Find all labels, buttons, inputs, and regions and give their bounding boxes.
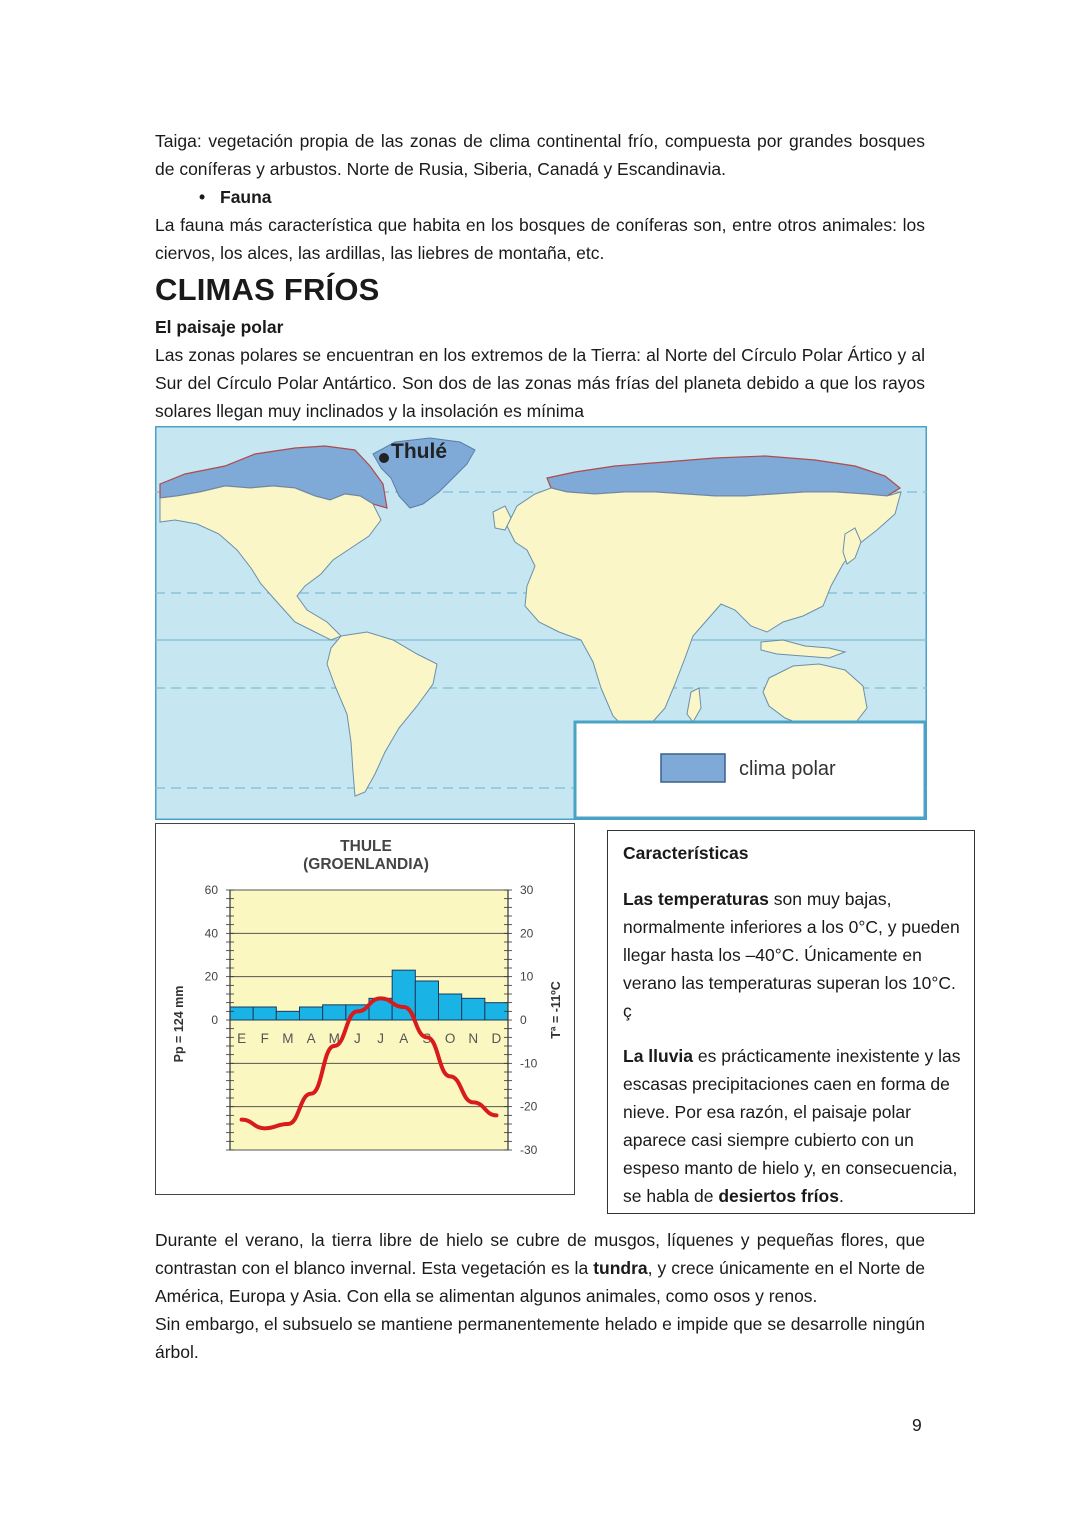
characteristics-box: [607, 830, 975, 1214]
legend-label: clima polar: [739, 758, 836, 780]
right-tick-label: -20: [520, 1099, 538, 1114]
left-tick-label: 0: [211, 1013, 218, 1027]
climograph-frame: [155, 823, 575, 1195]
cold-deserts-bold: desiertos fríos: [718, 1186, 839, 1206]
right-tick-label: 20: [520, 926, 534, 941]
month-label: A: [306, 1031, 316, 1046]
polar-paragraph: Las zonas polares se encuentran en los extremos de la Tierra: al Norte del Círculo Polar Ártico y al Sur del Círculo Polar Antártico. Son dos de las zonas más frías del planeta debido a que los rayos solares llegan muy inclinados y la insolación es mínima: [155, 345, 925, 421]
page-number: 9: [912, 1415, 922, 1435]
characteristics-title: Características: [623, 843, 749, 863]
thule-label: Thulé: [391, 440, 447, 463]
right-tick-label: -10: [520, 1056, 538, 1071]
month-label: J: [377, 1031, 384, 1046]
fauna-label: Fauna: [220, 187, 272, 207]
precip-bar: [300, 1007, 323, 1020]
month-label: A: [399, 1031, 409, 1046]
taiga-paragraph: Taiga: vegetación propia de las zonas de clima continental frío, compuesta por grandes bosques de coníferas y arbustos. Norte de Rusia, Siberia, Canadá y Escandinavia.: [155, 131, 925, 179]
left-tick-label: 20: [204, 969, 218, 984]
bullet-icon: •: [199, 187, 206, 207]
right-tick-label: 30: [520, 883, 534, 897]
climograph: [156, 824, 574, 1194]
month-label: M: [328, 1031, 340, 1046]
temperature-bold: Las temperaturas: [623, 889, 769, 909]
month-label: N: [468, 1031, 479, 1046]
tundra-text-b: , y crece únicamente en el Norte de América, Europa y Asia. Con ella se alimentan algunos animales, como osos y renos.: [155, 1258, 926, 1306]
section-subheading: El paisaje polar: [155, 317, 284, 337]
precip-bar: [415, 981, 438, 1020]
month-label: D: [491, 1031, 502, 1046]
rain-paragraph: [623, 1042, 968, 1210]
section-heading: CLIMAS FRÍOS: [155, 272, 380, 307]
right-axis-ticks: [520, 883, 538, 1157]
right-axis-label: Tª = -11ºC: [549, 981, 563, 1039]
precip-bar: [462, 998, 485, 1020]
month-label: S: [422, 1031, 432, 1046]
rain-text: es prácticamente inexistente y las escasas precipitaciones caen en forma de nieve. Por esa razón, el paisaje polar aparece casi siempre cubierto con un espeso manto de hielo y, en consecuencia, se habla de: [623, 1046, 961, 1206]
legend-swatch: [661, 754, 725, 782]
rain-bold: La lluvia: [623, 1046, 694, 1066]
world-climate-map: [155, 426, 927, 820]
month-label: O: [444, 1031, 456, 1046]
fauna-paragraph: La fauna más característica que habita en los bosques de coníferas son, entre otros animales: los ciervos, los alces, las ardillas, las liebres de montaña, etc.: [155, 215, 925, 263]
rain-end: .: [838, 1186, 844, 1206]
map-legend: [575, 722, 925, 818]
month-label: M: [282, 1031, 294, 1046]
left-tick-label: 60: [204, 883, 218, 897]
chart-title: THULE: [340, 838, 392, 855]
left-axis-ticks: [205, 883, 219, 1027]
precip-bar: [323, 1005, 346, 1020]
left-axis-label: Pp = 124 mm: [172, 985, 186, 1063]
precip-bar: [276, 1011, 299, 1020]
temperature-text: son muy bajas, normalmente inferiores a los 0°C, y pueden llegar hasta los –40°C. Únicamente en verano las temperaturas superan los 10°C. ç: [623, 889, 960, 1021]
subsoil-paragraph: Sin embargo, el subsuelo se mantiene permanentemente helado e impide que se desarrolle ningún árbol.: [155, 1314, 925, 1362]
tundra-text-a: Durante el verano, la tierra libre de hielo se cubre de musgos, líquenes y pequeñas flores, que contrastan con el blanco invernal. Esta vegetación es la: [155, 1230, 925, 1278]
precip-bar: [230, 1007, 253, 1020]
month-label: J: [354, 1031, 361, 1046]
month-label: E: [237, 1031, 247, 1046]
tundra-bold: tundra: [593, 1258, 648, 1278]
right-tick-label: 0: [520, 1013, 527, 1027]
precip-bar: [439, 994, 462, 1020]
tundra-paragraph: [155, 1226, 925, 1310]
precip-bar: [253, 1007, 276, 1020]
month-label: F: [260, 1031, 269, 1046]
left-tick-label: 40: [204, 926, 218, 941]
chart-subtitle: (GROENLANDIA): [303, 856, 429, 873]
right-tick-label: -30: [520, 1143, 538, 1157]
right-tick-label: 10: [520, 969, 534, 984]
thule-marker-icon: [379, 453, 389, 463]
temperature-paragraph: [623, 885, 968, 1025]
